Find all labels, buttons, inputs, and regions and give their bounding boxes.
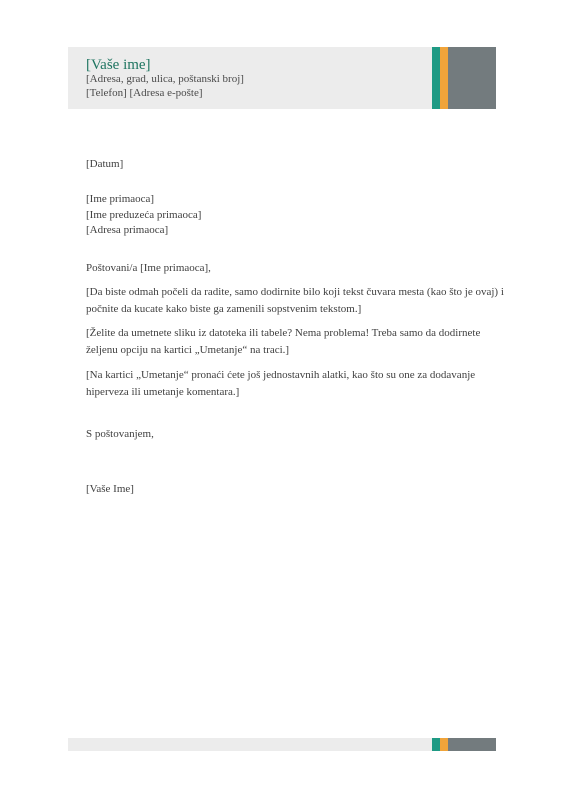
sender-contact[interactable]: [Telefon] [Adresa e-pošte] [86,87,203,99]
body-paragraph-1[interactable]: [Da biste odmah počeli da radite, samo dodirnite bilo koji tekst čuvara mesta (kao što je ovaj) i počnite da kucate kako biste ga zamenili sopstvenim tekstom.] [86,286,504,315]
gray-stripe [448,47,496,109]
recipient-name[interactable]: [Ime primaoca] [86,193,155,205]
recipient-address[interactable]: [Adresa primaoca] [86,224,169,236]
sender-name[interactable]: [Vaše ime] [86,57,151,73]
orange-stripe [440,738,448,751]
signature[interactable]: [Vaše Ime] [86,483,134,495]
footer-band [68,738,432,751]
gray-stripe [448,738,496,751]
footer-accent-stripes [432,738,496,751]
closing[interactable]: S poštovanjem, [86,428,154,440]
letter-date[interactable]: [Datum] [86,158,124,170]
header-accent-stripes [432,47,496,109]
body-paragraph-2[interactable]: [Želite da umetnete sliku iz datoteka ili tabele? Nema problema! Treba samo da dodirnete željenu opciju na kartici „Umetanje“ na traci.] [86,327,481,356]
salutation[interactable]: Poštovani/a [Ime primaoca], [86,262,211,274]
teal-stripe [432,738,440,751]
recipient-company[interactable]: [Ime preduzeća primaoca] [86,209,202,221]
body-paragraph-3[interactable]: [Na kartici „Umetanje“ pronaći ćete još jednostavnih alatki, kao što su one za dodavanje hiperveza ili umetanje komentara.] [86,369,476,398]
teal-stripe [432,47,440,109]
sender-address[interactable]: [Adresa, grad, ulica, poštanski broj] [86,73,244,85]
orange-stripe [440,47,448,109]
